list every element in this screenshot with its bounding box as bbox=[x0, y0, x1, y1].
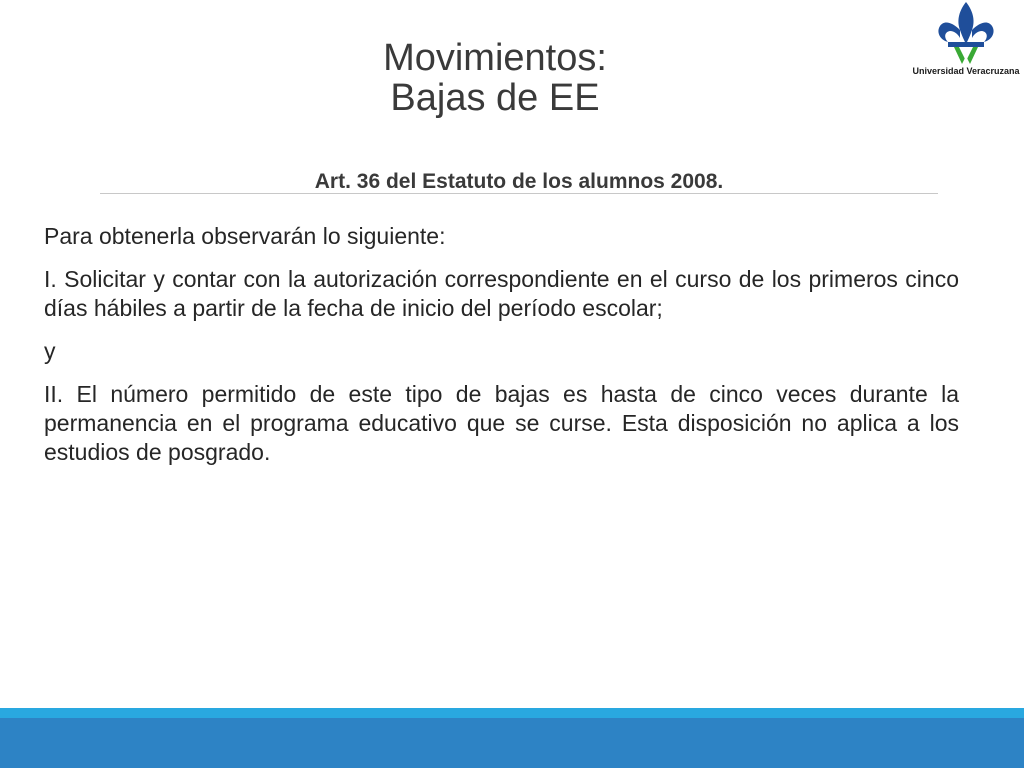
item-2-paragraph: II. El número permitido de este tipo de bajas es hasta de cinco veces durante la permanencia en el programa educativo que se curse. Esta disposición no aplica a los estudios de posgrado. bbox=[44, 381, 959, 465]
item-1-paragraph: I. Solicitar y contar con la autorización correspondiente en el curso de los primeros cinco días hábiles a partir de la fecha de inicio del período escolar; bbox=[44, 266, 959, 321]
fleur-de-lis-icon bbox=[908, 0, 1024, 66]
slide-title bbox=[300, 38, 690, 118]
connector-paragraph: y bbox=[44, 338, 56, 364]
logo-text: Universidad Veracruzana bbox=[912, 66, 1020, 76]
title-line-2: Bajas de EE bbox=[390, 77, 600, 119]
footer-bar-light bbox=[0, 708, 1024, 718]
footer-bar-dark bbox=[0, 718, 1024, 768]
body-text bbox=[44, 222, 959, 481]
subtitle-divider bbox=[100, 193, 938, 194]
intro-paragraph: Para obtenerla observarán lo siguiente: bbox=[44, 223, 446, 249]
title-line-1: Movimientos: bbox=[383, 37, 607, 79]
university-logo bbox=[908, 0, 1024, 82]
subtitle: Art. 36 del Estatuto de los alumnos 2008. bbox=[314, 170, 724, 193]
